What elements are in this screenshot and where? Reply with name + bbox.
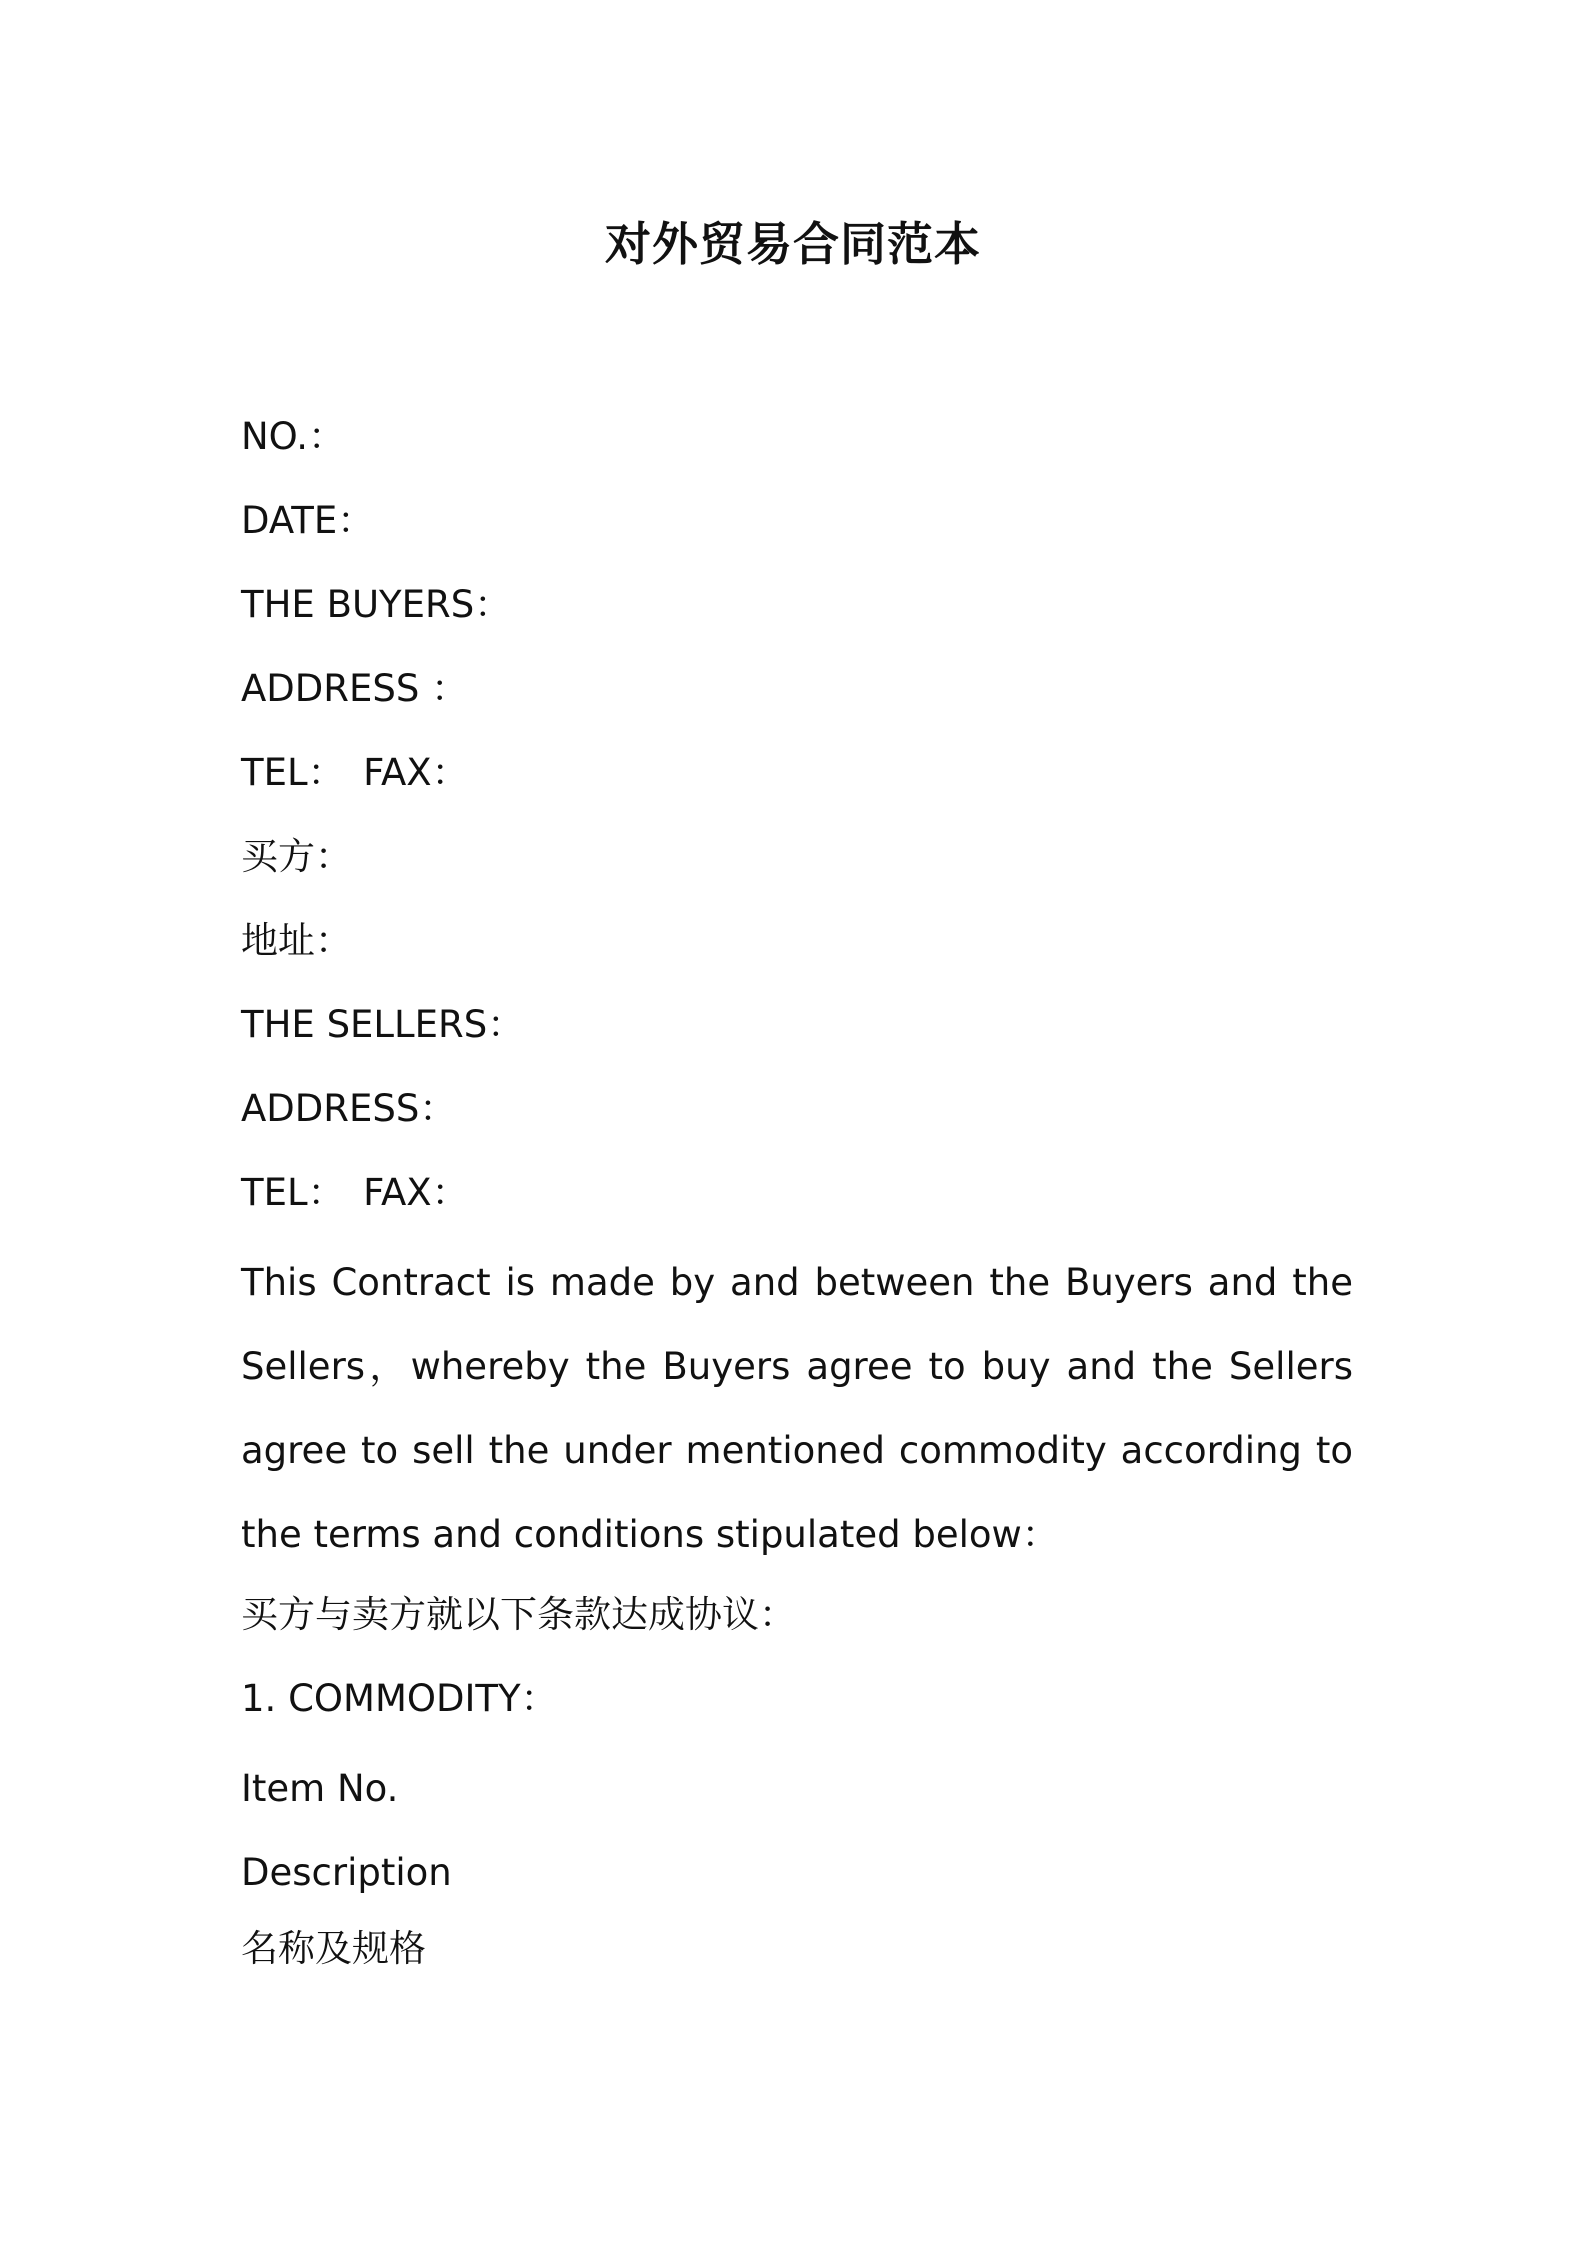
section-commodity-heading: 1. COMMODITY： [241,1677,558,1720]
field-contract-no: NO.： [241,415,346,458]
field-buyers: THE BUYERS： [241,583,512,626]
document-title: 对外贸易合同范本 [605,217,981,271]
field-address-cn: 地址： [241,919,352,962]
field-buyers-tel-fax: TEL： FAX： [241,751,469,794]
field-sellers-tel-fax: TEL： FAX： [241,1171,469,1214]
commodity-description: Description [241,1851,452,1894]
field-sellers: THE SELLERS： [241,1003,525,1046]
commodity-item-no: Item No. [241,1767,399,1810]
intro-paragraph-cn: 买方与卖方就以下条款达成协议： [241,1593,796,1636]
field-date: DATE： [241,499,375,542]
commodity-description-cn: 名称及规格 [241,1927,426,1970]
field-sellers-address: ADDRESS： [241,1087,457,1130]
intro-paragraph: This Contract is made by and between the Buyers and the Sellers，whereby the Buyers agree to buy and the Sellers agree to sell the under mentioned commodity according to the terms and conditions stipulated below： [241,1261,1353,1556]
field-buyers-address: ADDRESS ： [241,667,469,710]
field-buyer-cn: 买方： [241,835,352,878]
